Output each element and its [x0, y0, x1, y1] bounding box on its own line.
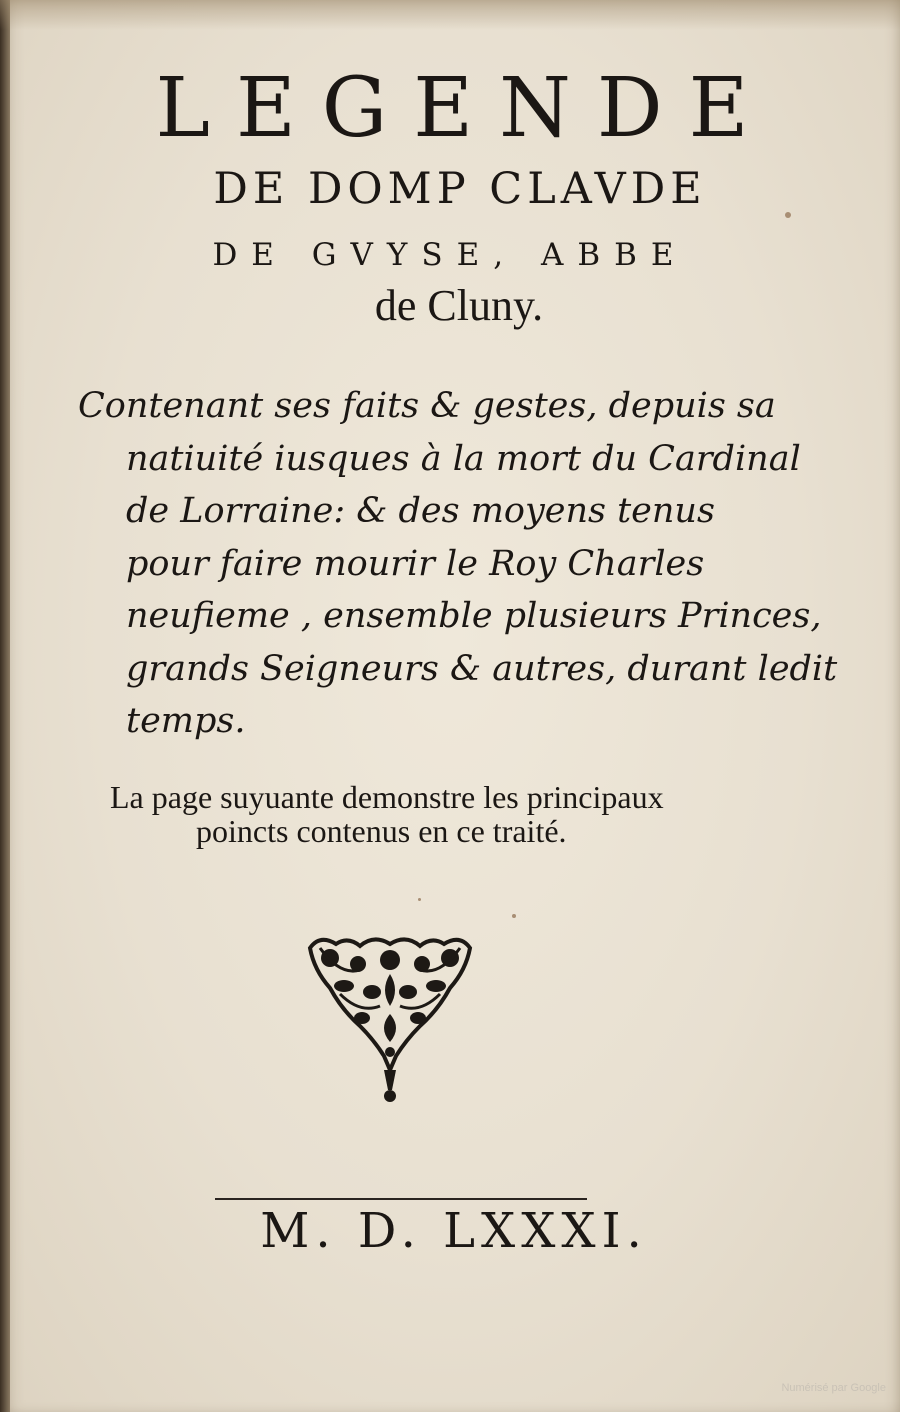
book-spine-edge — [0, 0, 10, 1412]
description-line: neufieme , ensemble plusieurs Princes, — [126, 596, 822, 636]
description-line: Contenant ses faits & gestes, depuis sa — [78, 386, 776, 426]
book-title: LEGENDE — [155, 61, 775, 156]
paper-speck — [512, 914, 516, 918]
fleuron-ornament — [300, 930, 480, 1105]
digitization-watermark: Numérisé par Google — [781, 1382, 886, 1394]
horizontal-rule — [215, 1198, 587, 1200]
page-top-shade — [0, 0, 900, 30]
title-line-2: DE DOMP CLAVDE — [213, 164, 707, 214]
title-line-4: de Cluny. — [374, 281, 544, 330]
publication-date: M. D. LXXXI. — [260, 1203, 648, 1259]
description-line: temps. — [126, 701, 246, 741]
note-line: poincts contenus en ce traité. — [196, 813, 567, 849]
title-line-3: DE GVYSE, ABBE — [212, 237, 688, 273]
description-line: natiuité iusques à la mort du Cardinal — [126, 438, 801, 479]
paper-speck — [785, 212, 791, 218]
paper-speck — [418, 898, 421, 901]
description-line: pour faire mourir le Roy Charles — [126, 543, 705, 584]
description-block — [78, 380, 838, 748]
note-line: La page suyuante demonstre les principaux — [110, 779, 664, 815]
description-line: de Lorraine: & des moyens tenus — [126, 491, 715, 531]
description-line: grands Seigneurs & autres, durant ledit — [126, 648, 838, 689]
contents-note — [110, 780, 730, 848]
